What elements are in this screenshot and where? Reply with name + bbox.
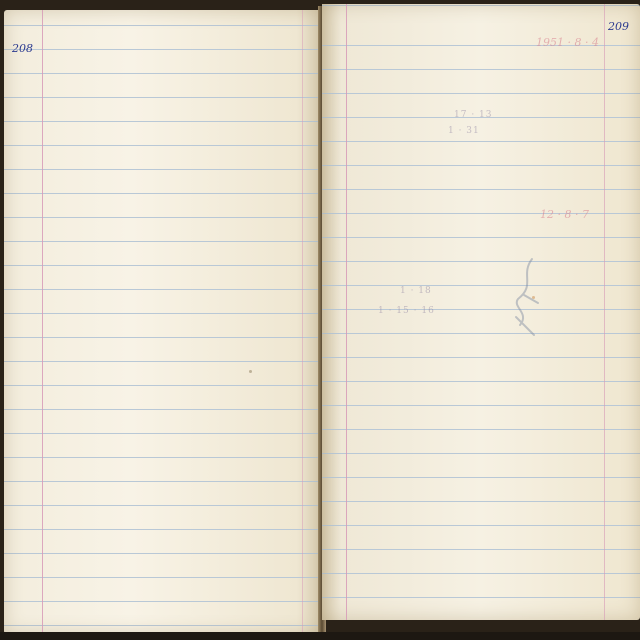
faint-mark-4: 1 · 15 · 16	[378, 306, 435, 316]
left-margin-line	[42, 10, 43, 634]
right-page	[322, 4, 640, 620]
right-page-number: 209	[608, 20, 629, 33]
faint-mark-1: 17 · 13	[454, 110, 493, 120]
faint-pencil-scribble	[510, 255, 540, 340]
faint-top-red-mark: 1951 · 8 · 4	[536, 36, 599, 49]
faint-mark-2: 1 · 31	[448, 126, 480, 136]
paper-spot	[249, 370, 252, 373]
left-page	[4, 10, 322, 634]
left-right-margin-line	[302, 10, 303, 634]
faint-mark-3: 1 · 18	[400, 286, 432, 296]
book-bottom-edge	[0, 632, 640, 640]
right-right-margin-line	[604, 4, 605, 620]
left-page-number: 208	[12, 42, 33, 55]
faint-side-red-mark: 12 · 8 · 7	[540, 208, 589, 221]
right-margin-line	[346, 4, 347, 620]
